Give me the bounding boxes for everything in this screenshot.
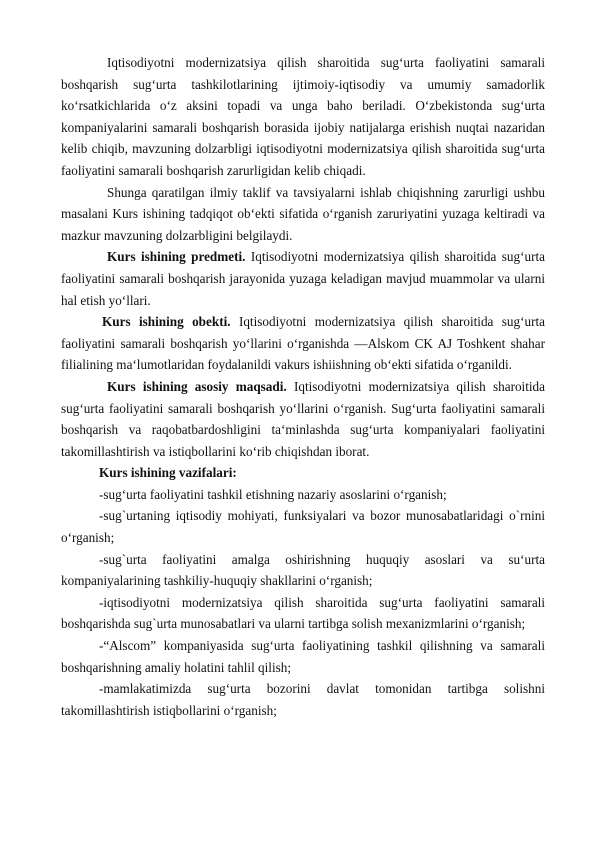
object-label: Kurs ishining obekti. [102,314,231,330]
intro-paragraph: Iqtisodiyotni modernizatsiya qilish sharoitida sug‘urta faoliyatini samarali boshqarish sug‘urta tashkilotlarining ijtimoiy-iqtisodiy va umumiy samadorlik ko‘rsatkichlarida o‘z aksini topadi va unga baho beriladi. O‘zbekistonda sug‘urta kompaniyalarini samarali boshqarish borasida ijobiy natijalarga erishish nuqtai nazaridan kelib chiqib, mavzuning dolzarbligi iqtisodiyotni modernizatsiya qilish sharoitida sug‘urta faoliyatini samarali boshqarish zarurligidan kelib chiqadi. [61,55,545,178]
task-item: -mamlakatimizda sug‘urta bozorini davlat tomonidan tartibga solishni takomillashtirish istiqbollarini o‘rganish; [61,681,545,718]
task-item: -iqtisodiyotni modernizatsiya qilish sharoitida sug‘urta faoliyatini samarali boshqarishda sug`urta munosabatlari va ularni tartibga solish mexanizmlarini o‘rganish; [61,594,545,632]
relevance-paragraph: Shunga qaratilgan ilmiy taklif va tavsiyalarni ishlab chiqishning zarurligi ushbu masalani Kurs ishining tadqiqot ob‘ekti sifatida o‘rganish zaruriyatini yuzaga keltiradi va mazkur mavzuning dolzarbligini belgilaydi. [61,184,545,243]
goal-label: Kurs ishining asosiy maqsadi. [107,378,287,394]
goal-text: Iqtisodiyotni modernizatsiya qilish sharoitida sug‘urta faoliyatini samarali boshqarish yo‘llarini o‘rganish. Sug‘urta faoliyatini samarali boshqarish va raqobatbardoshligini ta‘minlashda sug‘urta kompaniyalari faoliyatini takomillashtirish va istiqbollarini ko‘rib chiqishdan iborat. [61,378,545,459]
task-item: -sug‘urta faoliyatini tashkil etishning nazariy asoslarini o‘rganish; [99,486,447,502]
task-item: -sug`urta faoliyatini amalga oshirishning huquqiy asoslari va su‘urta kompaniyalarining tashkiliy-huquqiy shakllarini o‘rganish; [61,551,545,589]
object-paragraph [61,311,545,376]
subject-text: Iqtisodiyotni modernizatsiya qilish sharoitida sug‘urta faoliyatini samarali boshqarish jarayonida yuzaga keladigan mavjud muammolar va ularni hal etish yo‘llari. [61,249,546,308]
task-item: -“Alscom” kompaniyasida sug‘urta faoliyatining tashkil qilishning va samarali boshqarishning amaliy holatini tahlil qilish; [61,638,545,675]
subject-label: Kurs ishining predmeti. [107,249,246,265]
goal-paragraph [61,376,545,462]
task-item: -sug`urtaning iqtisodiy mohiyati, funksiyalari va bozor munosabatlaridagi o`rnini o‘rganish; [61,508,545,546]
document-page [61,52,545,721]
tasks-heading: Kurs ishining vazifalari: [99,465,237,481]
subject-paragraph [61,246,545,311]
object-text: Iqtisodiyotni modernizatsiya qilish sharoitida sug‘urta faoliyatini samarali boshqarish yo‘llarini o‘rganishda ―Alskom CK AJ Toshkent shahar filialining ma‘lumotlaridan foydalanildi vakurs ishiishning ob‘ekti sifatida o‘rganildi. [61,314,545,373]
